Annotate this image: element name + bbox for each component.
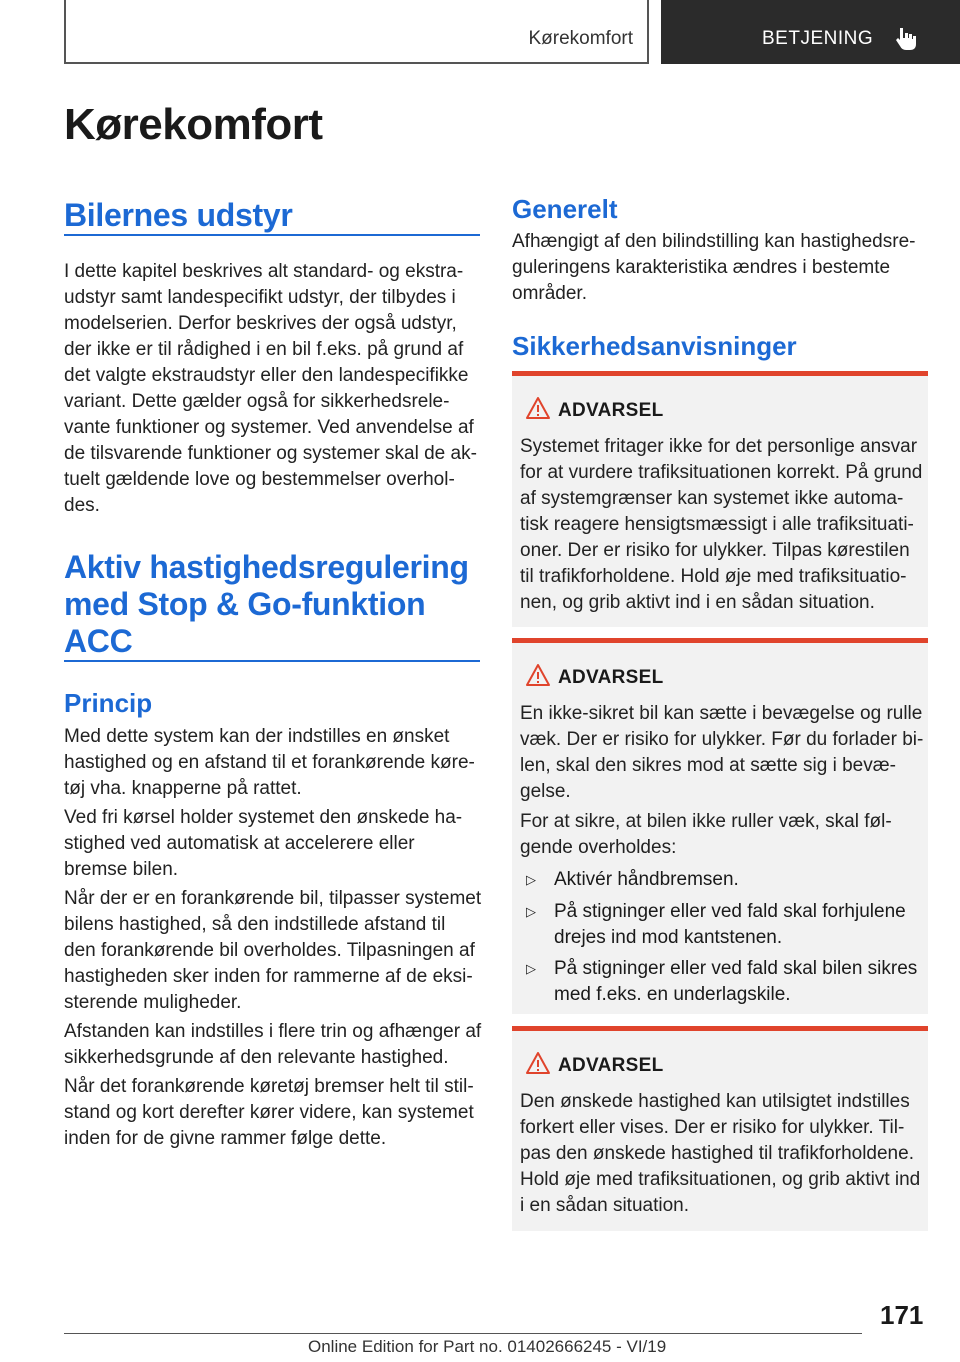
page-title: Kørekomfort — [64, 100, 323, 149]
heading-general: Generelt — [512, 194, 618, 224]
warning-text: Systemet fritager ikke for det personlige ansvar for at vurdere trafiksituationen korrekt. På grund af systemgrænser kan systemet ikke automa-tisk reagere hensigtsmæssigt i alle trafiksituati-oner. Der er risiko for ulykker. Tilpas kørestilen til trafikforholdene. Hold øje med trafiksituatio-nen, og grib aktivt ind i en sådan situation. — [520, 436, 923, 613]
warning-box-2: ADVARSEL En ikke-sikret bil kan sætte i bevægelse og rulle væk. Der er risiko for ulykker. Før du forlader bi-len, skal den sikres mod at sætte sig i bevæ-gelse. For at sikre, at bilen ikke ruller væk, skal føl-gende overholdes: ▷ Aktivér håndbremsen. ▷ På stigninger eller ved fald skal forhjulene drejes ind mod kantstenen. ▷ På stigninger eller ved fald skal bilen sikres med f.eks. en underlagskile. — [512, 638, 928, 1014]
paragraph-equipment: I dette kapitel beskrives alt standard- og ekstra-udstyr samt landespecifikt udstyr, der tilbydes i modelserien. Derfor beskrives der også udstyr, der ikke er til rådighed i en bil f.eks. på grund af det valgte ekstraudstyr eller den landespecifikke variant. Dette gælder også for sikkerhedsrele-vante funktioner og systemer. Ved anvendelse af de tilsvarende funktioner og systemer skal de ak-tuelt gældende love og bestemmelser overhol-des. — [64, 261, 477, 516]
paragraph-principle-5: Når det forankørende køretøj bremser helt til stil-stand og kort derefter kører videre, kan systemet inden for de givne rammer følge dette. — [64, 1076, 474, 1149]
warning-box-1 — [512, 371, 928, 627]
warning-text-2: For at sikre, at bilen ikke ruller væk, skal føl-gende overholdes: — [520, 811, 892, 858]
heading-safety: Sikkerhedsanvisninger — [512, 331, 797, 361]
footer-rule — [64, 1333, 862, 1334]
warning-text: En ikke-sikret bil kan sætte i bevægelse og rulle væk. Der er risiko for ulykker. Før du forlader bi-len, skal den sikres mod at sætte sig i bevæ-gelse. — [520, 703, 924, 802]
bullet-triangle-icon: ▷ — [526, 872, 536, 887]
heading-acc-line2: med Stop & Go-funktion — [64, 586, 426, 622]
heading-acc-line3: ACC — [64, 623, 133, 659]
warning-text: Den ønskede hastighed kan utilsigtet indstilles forkert eller vises. Der er risiko for ulykker. Til-pas den ønskede hastighed til trafikforholdene. Hold øje med trafiksituationen, og grib aktivt ind i en sådan situation. — [520, 1091, 921, 1216]
warning-label: ADVARSEL — [558, 400, 664, 421]
warning-label: ADVARSEL — [558, 667, 664, 688]
warning-triangle-icon — [525, 1051, 551, 1075]
warning-label: ADVARSEL — [558, 1055, 664, 1076]
paragraph-general: Afhængigt af den bilindstilling kan hastighedsre-guleringens karakteristika ændres i bestemte områder. — [512, 231, 916, 304]
warning-box-3 — [512, 1026, 928, 1231]
footer-edition: Online Edition for Part no. 01402666245 - VI/19 — [308, 1337, 667, 1356]
paragraph-principle-4: Afstanden kan indstilles i flere trin og afhænger af sikkerhedsgrunde af den relevante hastighed. — [64, 1021, 482, 1068]
paragraph-principle-2: Ved fri kørsel holder systemet den ønskede ha-stighed ved automatisk at accelerere eller bremse bilen. — [64, 807, 463, 880]
header-section-box — [64, 0, 649, 64]
header-section-label: Kørekomfort — [528, 28, 633, 49]
warning-triangle-icon — [525, 663, 551, 687]
header-chapter-label: BETJENING — [762, 28, 874, 49]
rule-equipment — [64, 234, 480, 236]
bullet-triangle-icon: ▷ — [526, 904, 536, 919]
heading-acc-line1: Aktiv hastighedsregulering — [64, 549, 469, 585]
rule-acc — [64, 660, 480, 662]
paragraph-principle-3: Når der er en forankørende bil, tilpasser systemet bilens hastighed, så den indstillede afstand til den forankørende bil overholdes. Tilpasningen af hastigheden sker inden for rammerne af de eksi-sterende muligheder. — [64, 888, 482, 1013]
warning-triangle-icon — [525, 396, 551, 420]
page-number: 171 — [880, 1300, 924, 1330]
heading-principle: Princip — [64, 688, 153, 718]
heading-equipment: Bilernes udstyr — [64, 197, 293, 233]
paragraph-principle-1: Med dette system kan der indstilles en ønsket hastighed og en afstand til et forankørende køre-tøj vha. knapperne på rattet. — [64, 726, 475, 799]
bullet-triangle-icon: ▷ — [526, 961, 536, 976]
hand-pointer-icon — [894, 26, 920, 52]
